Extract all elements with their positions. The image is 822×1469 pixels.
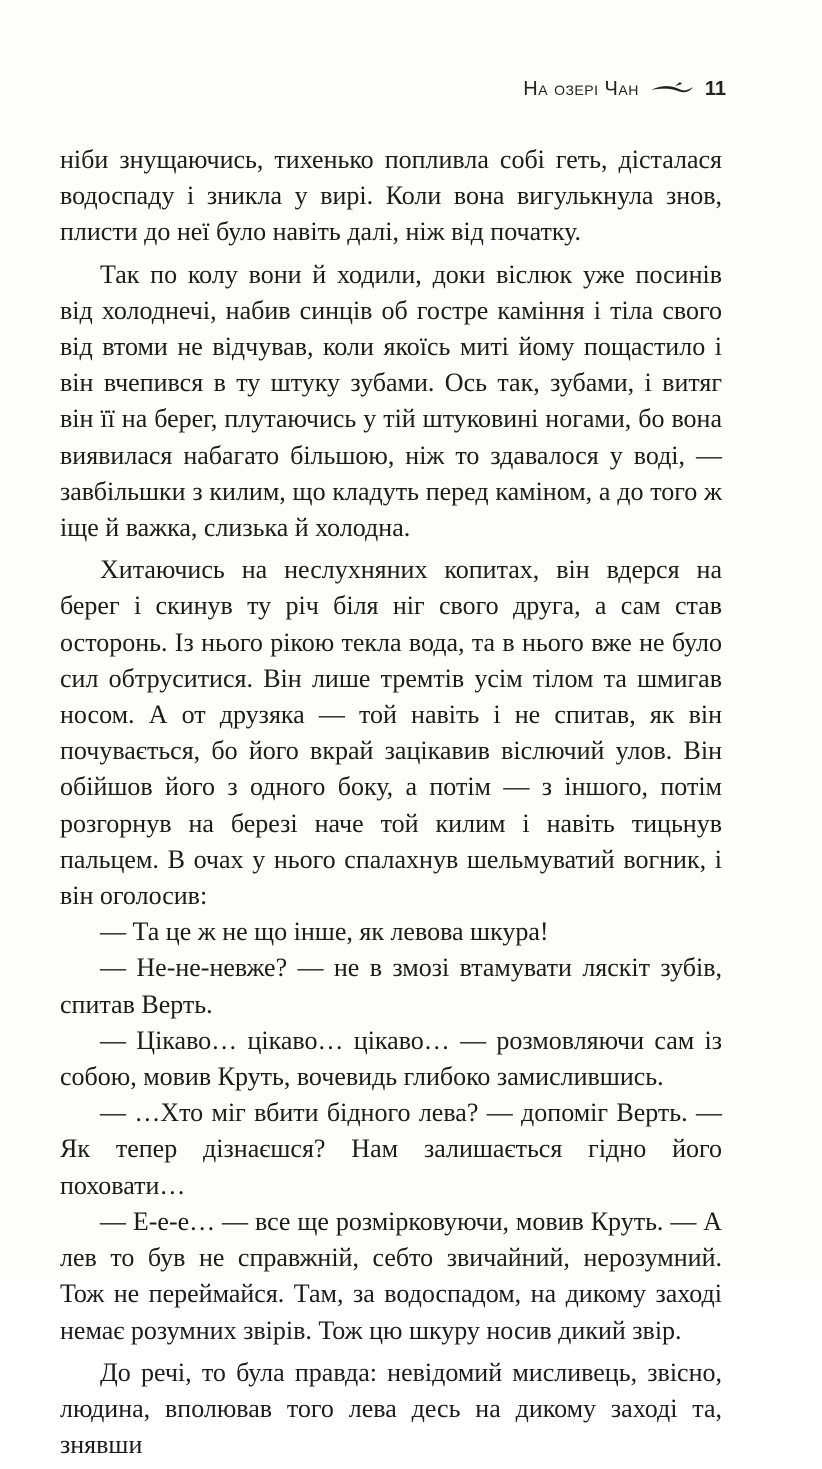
dialogue-line: — Цікаво… цікаво… цікаво… — розмовляючи сам із собою, мовив Круть, вочевидь глибоко замислившись. bbox=[60, 1025, 722, 1092]
paragraph: Хитаючись на неслухняних копитах, він вдерся на берег і скинув ту річ біля ніг свого друга, а сам став осторонь. Із нього рікою текла вода, та в нього вже не було сил обтруситися. Він лише тремтів усім тілом та шмигав носом. А от друзяка — той навіть і не спитав, як він почувається, бо його вкрай зацікавив віслючий улов. Він обійшов його з одного боку, а потім — з іншого, потім розгорнув на березі наче той килим і навіть тицьнув пальцем. В очах у нього спалахнув шельмуватий вогник, і він оголосив: bbox=[60, 555, 722, 911]
paragraph: Так по колу вони й ходили, доки віслюк уже посинів від холоднечі, набив синців об гостре каміння і тіла свого від втоми не відчував, коли якоїсь миті йому пощастило і він вчепився в ту штуку зубами. Ось так, зубами, і витяг він її на берег, плутаючись у тій штуковині ногами, бо вона виявилася набагато більшою, ніж то здавалося у воді, — завбільшки з килим, що кладуть перед каміном, а до того ж іще й важка, слизька й холодна. bbox=[60, 259, 722, 543]
running-title: На озері Чан bbox=[523, 78, 639, 100]
dialogue-line: — …Хто міг вбити бідного лева? — допоміг Верть. — Як тепер дізнаєшся? Нам залишається гідно його поховати… bbox=[60, 1098, 722, 1200]
page-number: 11 bbox=[704, 78, 726, 100]
dialogue-line: — Не-не-невже? — не в змозі втамувати ляскіт зубів, спитав Верть. bbox=[60, 953, 722, 1019]
paragraph: До речі, то була правда: невідомий мисливець, звісно, людина, вполював того лева десь на дикому заході та, знявши bbox=[60, 1357, 722, 1460]
dialogue-line: — Та це ж не що інше, як левова шкура! bbox=[100, 917, 549, 947]
dialogue-line: — Е-е-е… — все ще розмірковуючи, мовив Круть. — А лев то був не справжній, себто звичайний, нерозумний. Тож не переймайся. Там, за водоспадом, на дикому заході немає розумних звірів. Тож цю шкуру носив дикий звір. bbox=[60, 1206, 722, 1345]
body-text bbox=[60, 142, 722, 1469]
paragraph-continued: ніби знущаючись, тихенько попливла собі геть, дісталася водоспаду і зникла у вирі. Коли вона вигулькнула знов, плисти до неї було навіть далі, ніж від початку. bbox=[60, 145, 722, 247]
running-head bbox=[523, 78, 726, 101]
swash-ornament-icon bbox=[649, 78, 695, 92]
